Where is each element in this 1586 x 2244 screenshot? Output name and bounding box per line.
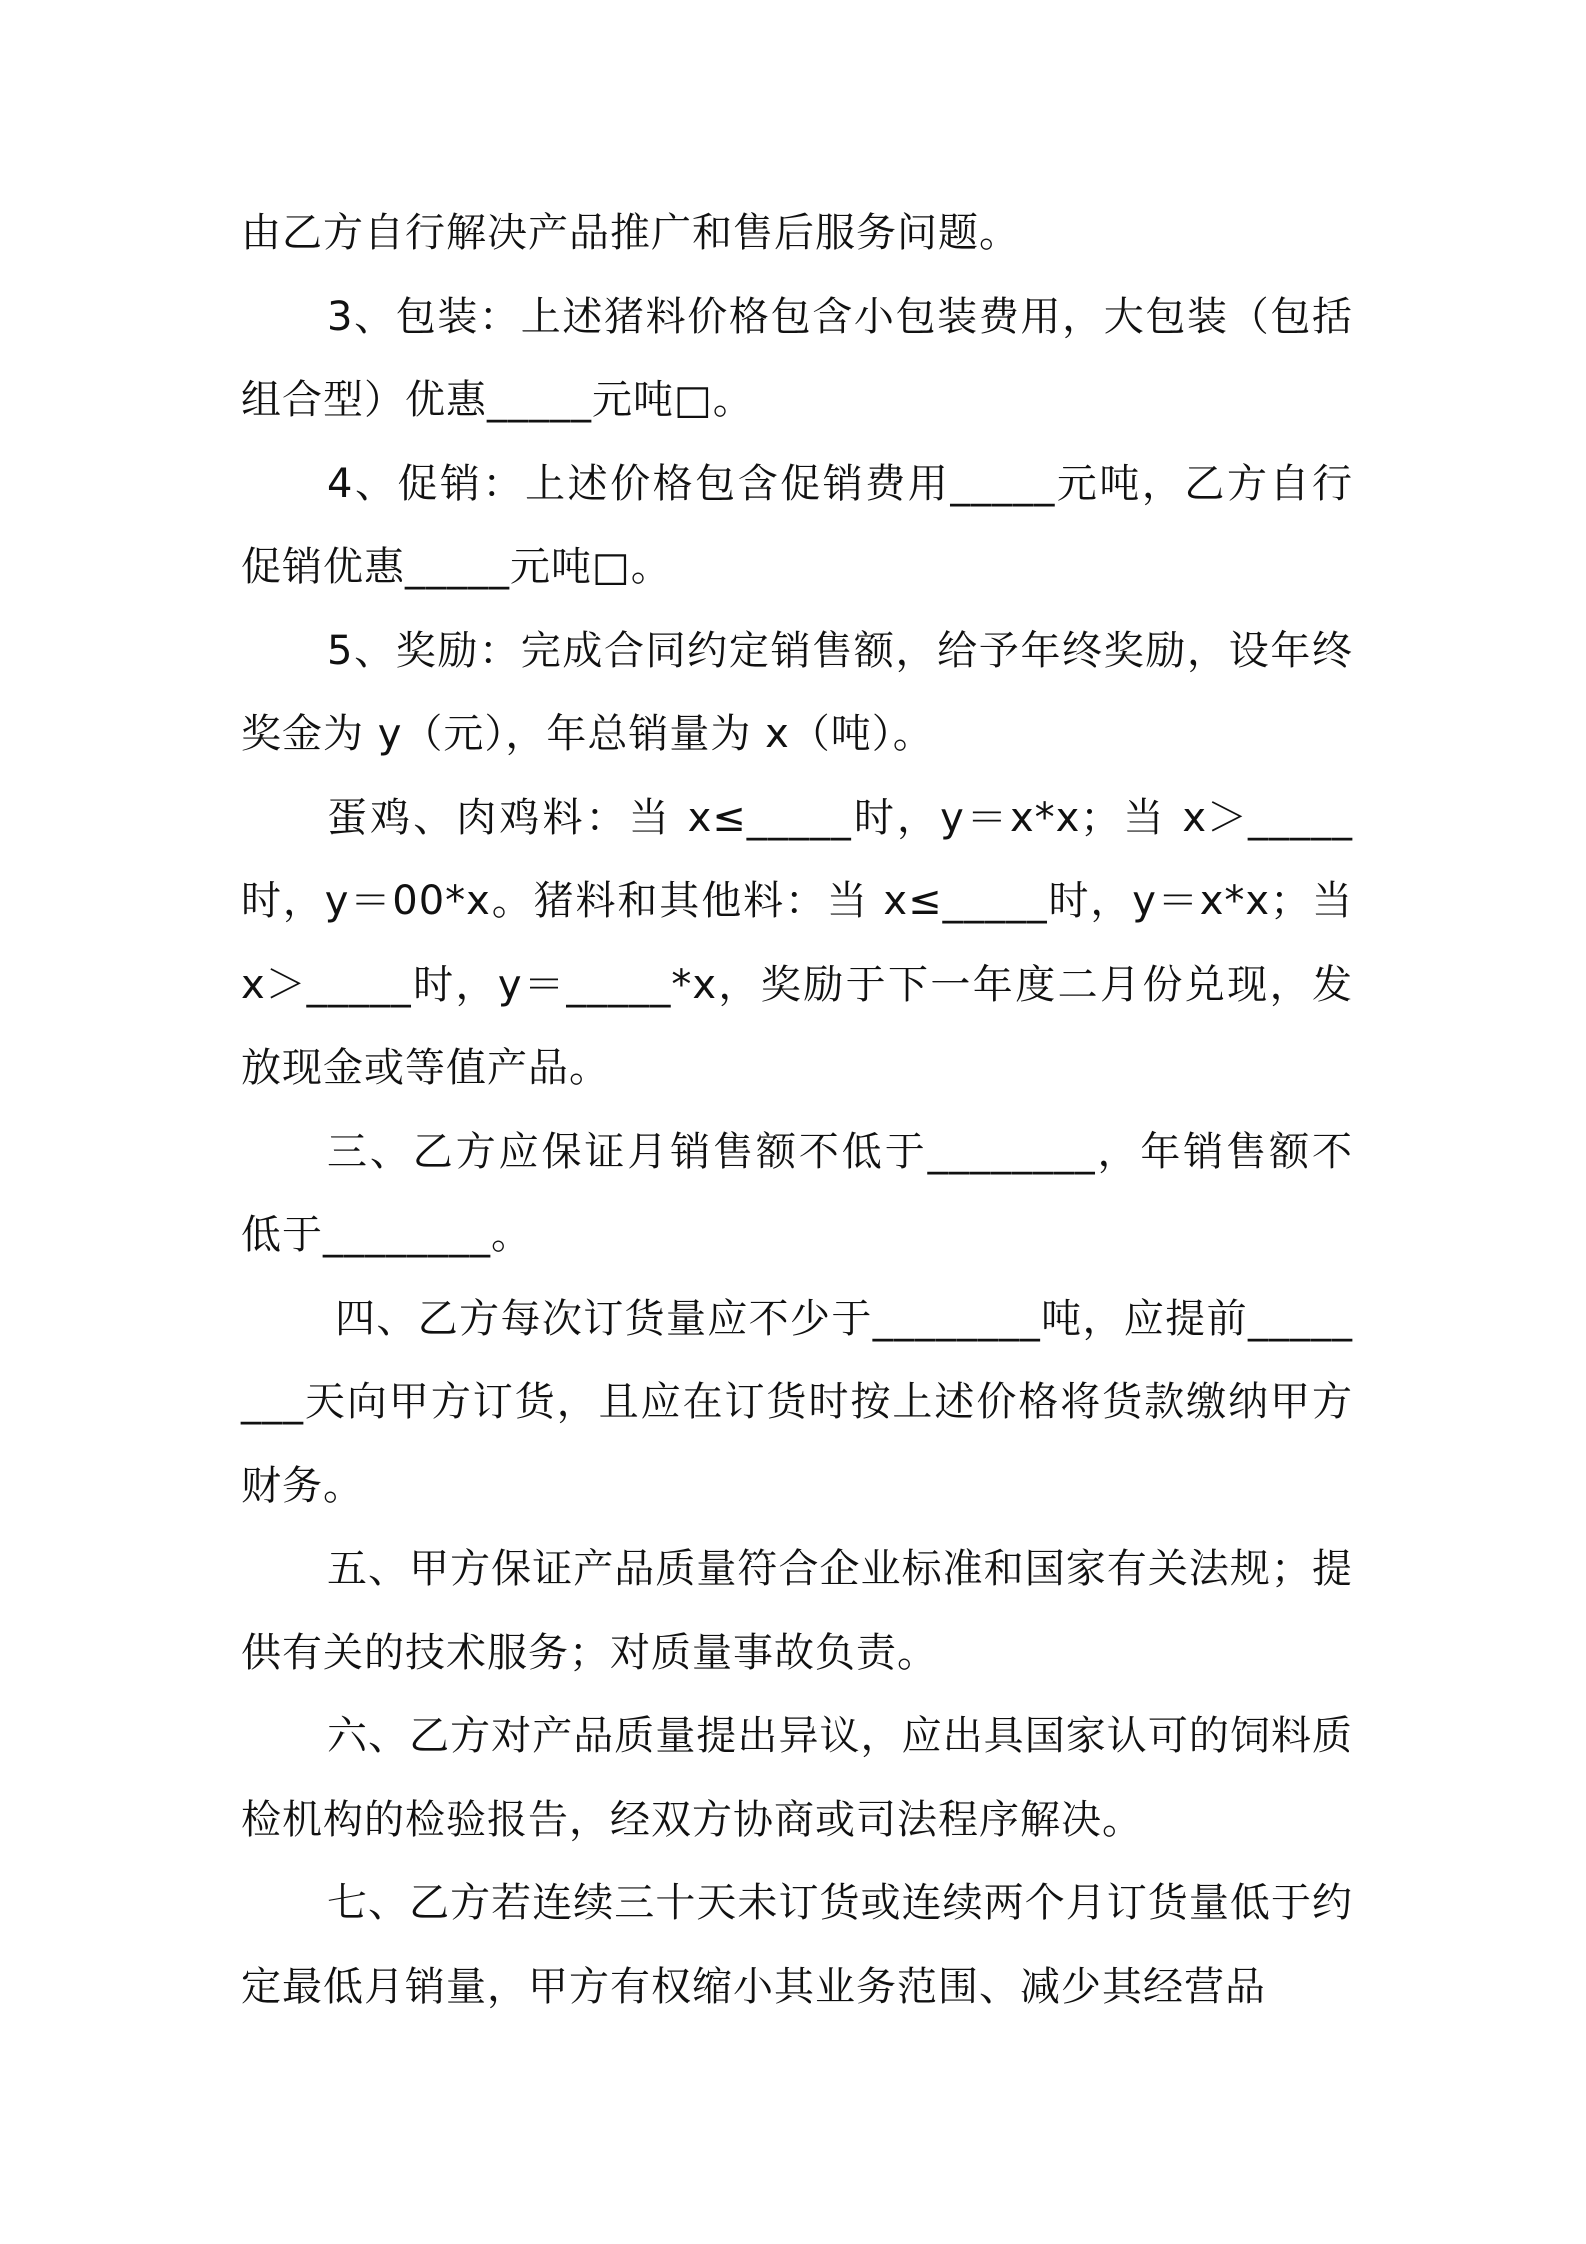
- paragraph-clause-7: 七、乙方若连续三十天未订货或连续两个月订货量低于约定最低月销量，甲方有权缩小其业务范围、减少其经营品: [241, 1880, 1353, 2010]
- paragraph-promotion: 4、促销：上述价格包含促销费用_____元吨，乙方自行促销优惠_____元吨□。: [241, 460, 1353, 590]
- document-body: [241, 192, 1353, 2029]
- paragraph-reward-formula: 蛋鸡、肉鸡料：当 x≤_____时，y＝x*x；当 x＞_____时，y＝00*x。猪料和其他料：当 x≤_____时，y＝x*x；当 x＞_____时，y＝_____*x，奖励于下一年度二月份兑现，发放现金或等值产品。: [241, 794, 1353, 1091]
- paragraph-clause-4: 四、乙方每次订货量应不少于________吨，应提前________天向甲方订货，且应在订货时按上述价格将货款缴纳甲方财务。: [241, 1295, 1353, 1509]
- paragraph-clause-5: 五、甲方保证产品质量符合企业标准和国家有关法规；提供有关的技术服务；对质量事故负责。: [241, 1546, 1353, 1676]
- paragraph-clause-6: 六、乙方对产品质量提出异议，应出具国家认可的饲料质检机构的检验报告，经双方协商或司法程序解决。: [241, 1713, 1353, 1843]
- paragraph-clause-3: 三、乙方应保证月销售额不低于________，年销售额不低于________。: [241, 1128, 1353, 1258]
- paragraph-reward: 5、奖励：完成合同约定销售额，给予年终奖励，设年终奖金为 y（元），年总销量为 x（吨）。: [241, 627, 1353, 757]
- paragraph-continuation: 由乙方自行解决产品推广和售后服务问题。: [241, 210, 1020, 256]
- paragraph-packaging: 3、包装：上述猪料价格包含小包装费用，大包装（包括组合型）优惠_____元吨□。: [241, 293, 1353, 423]
